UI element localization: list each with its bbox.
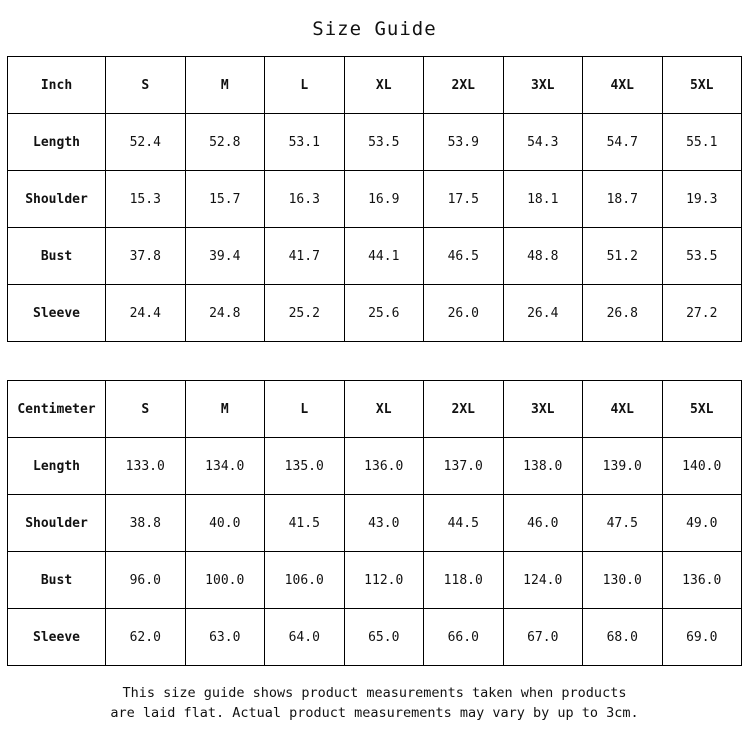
size-table-centimeter	[7, 380, 742, 666]
cell-value: 133.0	[106, 438, 186, 495]
size-header-3xl: 3XL	[503, 57, 583, 114]
cell-value: 62.0	[106, 609, 186, 666]
cell-value: 64.0	[265, 609, 345, 666]
size-header-m: M	[185, 381, 265, 438]
cell-value: 54.7	[583, 114, 663, 171]
cell-value: 19.3	[662, 171, 742, 228]
cell-value: 112.0	[344, 552, 424, 609]
size-header-4xl: 4XL	[583, 57, 663, 114]
cell-value: 24.4	[106, 285, 186, 342]
cell-value: 53.5	[662, 228, 742, 285]
footnote-line-2: are laid flat. Actual product measurements may vary by up to 3cm.	[110, 705, 639, 721]
size-header-xl: XL	[344, 381, 424, 438]
cell-value: 18.7	[583, 171, 663, 228]
cell-value: 136.0	[344, 438, 424, 495]
cell-value: 49.0	[662, 495, 742, 552]
cell-value: 118.0	[424, 552, 504, 609]
table-header-row	[8, 381, 742, 438]
size-header-5xl: 5XL	[662, 57, 742, 114]
cell-value: 44.1	[344, 228, 424, 285]
cell-value: 15.3	[106, 171, 186, 228]
cell-value: 43.0	[344, 495, 424, 552]
cell-value: 17.5	[424, 171, 504, 228]
cell-value: 68.0	[583, 609, 663, 666]
size-header-s: S	[106, 381, 186, 438]
row-label-sleeve: Sleeve	[8, 609, 106, 666]
cell-value: 137.0	[424, 438, 504, 495]
cell-value: 51.2	[583, 228, 663, 285]
row-label-bust: Bust	[8, 228, 106, 285]
table-row	[8, 228, 742, 285]
cell-value: 124.0	[503, 552, 583, 609]
cell-value: 69.0	[662, 609, 742, 666]
size-table-inch	[7, 56, 742, 342]
cell-value: 140.0	[662, 438, 742, 495]
cell-value: 134.0	[185, 438, 265, 495]
cell-value: 67.0	[503, 609, 583, 666]
size-header-l: L	[265, 381, 345, 438]
cell-value: 54.3	[503, 114, 583, 171]
cell-value: 135.0	[265, 438, 345, 495]
row-label-bust: Bust	[8, 552, 106, 609]
row-label-shoulder: Shoulder	[8, 495, 106, 552]
table-row	[8, 114, 742, 171]
table-row	[8, 552, 742, 609]
size-header-xl: XL	[344, 57, 424, 114]
cell-value: 27.2	[662, 285, 742, 342]
cell-value: 136.0	[662, 552, 742, 609]
cell-value: 138.0	[503, 438, 583, 495]
cell-value: 18.1	[503, 171, 583, 228]
cell-value: 48.8	[503, 228, 583, 285]
unit-label-inch: Inch	[8, 57, 106, 114]
cell-value: 46.5	[424, 228, 504, 285]
cell-value: 26.0	[424, 285, 504, 342]
size-header-3xl: 3XL	[503, 381, 583, 438]
cell-value: 130.0	[583, 552, 663, 609]
cell-value: 139.0	[583, 438, 663, 495]
page-title: Size Guide	[312, 18, 437, 40]
cell-value: 25.2	[265, 285, 345, 342]
cell-value: 47.5	[583, 495, 663, 552]
cell-value: 40.0	[185, 495, 265, 552]
size-header-5xl: 5XL	[662, 381, 742, 438]
cell-value: 52.8	[185, 114, 265, 171]
cell-value: 16.9	[344, 171, 424, 228]
row-label-sleeve: Sleeve	[8, 285, 106, 342]
size-header-m: M	[185, 57, 265, 114]
table-separator	[7, 342, 742, 380]
cell-value: 53.5	[344, 114, 424, 171]
cell-value: 39.4	[185, 228, 265, 285]
cell-value: 16.3	[265, 171, 345, 228]
footnote	[0, 683, 749, 723]
cell-value: 53.9	[424, 114, 504, 171]
cell-value: 46.0	[503, 495, 583, 552]
cell-value: 53.1	[265, 114, 345, 171]
cell-value: 24.8	[185, 285, 265, 342]
size-header-4xl: 4XL	[583, 381, 663, 438]
cell-value: 63.0	[185, 609, 265, 666]
row-label-length: Length	[8, 114, 106, 171]
cell-value: 38.8	[106, 495, 186, 552]
table-header-row	[8, 57, 742, 114]
size-header-2xl: 2XL	[424, 57, 504, 114]
cell-value: 41.5	[265, 495, 345, 552]
cell-value: 26.8	[583, 285, 663, 342]
cell-value: 44.5	[424, 495, 504, 552]
size-header-s: S	[106, 57, 186, 114]
table-row	[8, 285, 742, 342]
cell-value: 106.0	[265, 552, 345, 609]
cell-value: 55.1	[662, 114, 742, 171]
table-row	[8, 438, 742, 495]
unit-label-centimeter: Centimeter	[8, 381, 106, 438]
cell-value: 96.0	[106, 552, 186, 609]
row-label-length: Length	[8, 438, 106, 495]
cell-value: 37.8	[106, 228, 186, 285]
footnote-line-1: This size guide shows product measurements taken when products	[122, 685, 627, 701]
cell-value: 41.7	[265, 228, 345, 285]
cell-value: 15.7	[185, 171, 265, 228]
cell-value: 65.0	[344, 609, 424, 666]
cell-value: 66.0	[424, 609, 504, 666]
row-label-shoulder: Shoulder	[8, 171, 106, 228]
size-header-2xl: 2XL	[424, 381, 504, 438]
table-row	[8, 171, 742, 228]
size-header-l: L	[265, 57, 345, 114]
table-row	[8, 495, 742, 552]
cell-value: 52.4	[106, 114, 186, 171]
cell-value: 26.4	[503, 285, 583, 342]
cell-value: 25.6	[344, 285, 424, 342]
cell-value: 100.0	[185, 552, 265, 609]
table-row	[8, 609, 742, 666]
